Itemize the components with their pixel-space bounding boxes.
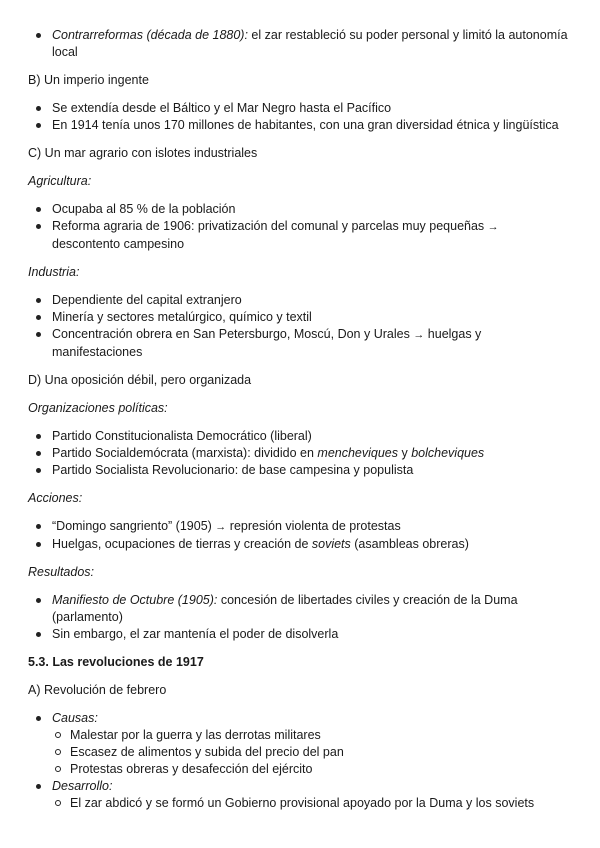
subheading-organizaciones: Organizaciones políticas: xyxy=(28,401,168,415)
list-item xyxy=(28,27,568,61)
subheading-acciones: Acciones: xyxy=(28,491,83,505)
item-text: concesión de libertades civiles y creación de la Duma (parlamento) xyxy=(52,593,518,624)
list-resultados xyxy=(28,592,568,643)
list-item xyxy=(28,710,568,778)
list-item: Ocupaba al 85 % de la población xyxy=(28,201,568,218)
arrow-icon: → xyxy=(487,221,499,233)
list-item xyxy=(28,518,568,536)
list-item: Dependiente del capital extranjero xyxy=(28,292,568,309)
list-agricultura xyxy=(28,201,568,253)
document-page xyxy=(28,27,568,812)
section-title-5-3: 5.3. Las revoluciones de 1917 xyxy=(28,655,204,669)
section-heading-d: D) Una oposición débil, pero organizada xyxy=(28,373,252,387)
item-text: “Domingo sangriento” (1905) xyxy=(52,519,212,533)
list-item xyxy=(28,592,568,626)
list-revolucion-febrero xyxy=(28,710,568,812)
item-text: descontento campesino xyxy=(52,237,185,251)
item-text: Concentración obrera en San Petersburgo, Moscú, Don y Urales xyxy=(52,327,410,341)
section-heading-a: A) Revolución de febrero xyxy=(28,683,167,697)
subheading-resultados: Resultados: xyxy=(28,565,95,579)
item-text: huelgas y manifestaciones xyxy=(52,327,482,359)
subheading-industria: Industria: xyxy=(28,265,80,279)
emphasis: Contrarreformas (década de 1880): xyxy=(52,28,248,42)
sublist-item: El zar abdicó y se formó un Gobierno provisional apoyado por la Duma y los soviets xyxy=(52,795,568,812)
sublist-causas xyxy=(52,727,568,778)
list-item xyxy=(28,536,568,553)
item-text: represión violenta de protestas xyxy=(229,519,401,533)
list-acciones xyxy=(28,518,568,553)
arrow-icon: → xyxy=(413,329,425,341)
emphasis: soviets xyxy=(311,537,351,551)
sublist-item: Malestar por la guerra y las derrotas militares xyxy=(52,727,568,744)
list-item xyxy=(28,445,568,462)
subheading-agricultura: Agricultura: xyxy=(28,174,92,188)
item-text: (asambleas obreras) xyxy=(350,537,469,551)
list-organizaciones xyxy=(28,428,568,479)
list-item xyxy=(28,778,568,812)
arrow-icon: → xyxy=(215,521,227,533)
item-text: Huelgas, ocupaciones de tierras y creación de xyxy=(52,537,312,551)
item-text: Partido Socialdemócrata (marxista): dividido en xyxy=(52,446,318,460)
list-industria xyxy=(28,292,568,361)
item-text: y xyxy=(398,446,412,460)
list-item: Partido Socialista Revolucionario: de base campesina y populista xyxy=(28,462,568,479)
sublist-desarrollo xyxy=(52,795,568,812)
list-item: En 1914 tenía unos 170 millones de habitantes, con una gran diversidad étnica y lingüística xyxy=(28,117,568,134)
list-item: Minería y sectores metalúrgico, químico y textil xyxy=(28,309,568,326)
list-item: Sin embargo, el zar mantenía el poder de disolverla xyxy=(28,626,568,643)
list-item xyxy=(28,326,568,361)
section-heading-b: B) Un imperio ingente xyxy=(28,73,149,87)
list-item: Partido Constitucionalista Democrático (liberal) xyxy=(28,428,568,445)
item-text: Reforma agraria de 1906: privatización del comunal y parcelas muy pequeñas xyxy=(52,219,485,233)
sublist-item: Escasez de alimentos y subida del precio del pan xyxy=(52,744,568,761)
emphasis: mencheviques xyxy=(317,446,399,460)
emphasis: Causas: xyxy=(52,711,98,725)
emphasis: Desarrollo: xyxy=(52,779,113,793)
list-item: Se extendía desde el Báltico y el Mar Negro hasta el Pacífico xyxy=(28,100,568,117)
sublist-item: Protestas obreras y desafección del ejército xyxy=(52,761,568,778)
list-contrarreformas xyxy=(28,27,568,61)
section-heading-c: C) Un mar agrario con islotes industriales xyxy=(28,146,258,160)
list-item xyxy=(28,218,568,253)
item-text: el zar restableció su poder personal y limitó la autonomía local xyxy=(52,28,568,59)
list-imperio xyxy=(28,100,568,134)
emphasis: Manifiesto de Octubre (1905): xyxy=(52,593,218,607)
emphasis: bolcheviques xyxy=(411,446,485,460)
